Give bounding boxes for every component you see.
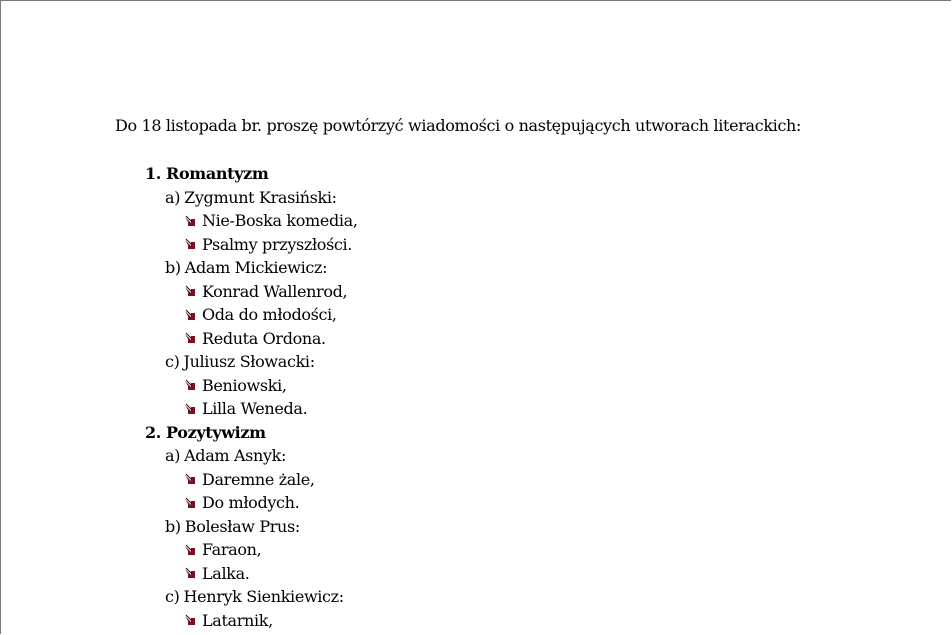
author-name: Henryk Sienkiewicz: [183,587,344,606]
author-letter: c) [165,352,180,371]
author-letter: b) [165,258,181,277]
author-name: Zygmunt Krasiński: [184,187,337,207]
arrow-down-right-icon [184,331,197,345]
work-title: Beniowski, [202,375,287,395]
era-heading [1,421,952,445]
arrow-down-right-icon [184,378,197,392]
work-title: Nie-Boska komedia, [202,211,358,230]
author-item [1,515,952,539]
work-item [1,538,952,562]
author-item [1,256,952,280]
work-title: Latarnik, [202,610,273,630]
work-title: Reduta Ordona. [202,328,326,348]
work-item [1,233,952,257]
author-item [1,350,952,374]
work-item [1,209,952,233]
work-item [1,562,952,586]
era-number: 2. [145,422,162,442]
arrow-down-right-icon [184,284,197,298]
literature-list [1,162,952,632]
arrow-down-right-icon [184,613,197,627]
author-name: Bolesław Prus: [184,516,300,536]
era-name: Pozytywizm [166,422,266,442]
arrow-down-right-icon [184,402,197,416]
author-item [1,186,952,210]
work-item [1,491,952,515]
work-item [1,327,952,351]
arrow-down-right-icon [184,214,197,228]
author-name: Adam Asnyk: [184,446,287,465]
work-title: Daremne żale, [202,469,315,489]
era-heading [1,162,952,186]
author-letter: c) [165,587,180,606]
author-item [1,585,952,609]
work-title: Lalka. [202,563,250,583]
work-item [1,374,952,398]
work-item [1,303,952,327]
work-title: Psalmy przyszłości. [202,234,353,254]
work-title: Konrad Wallenrod, [202,281,348,301]
author-letter: b) [165,516,181,536]
arrow-down-right-icon [184,308,197,322]
work-title: Lilla Weneda. [202,399,308,418]
arrow-down-right-icon [184,496,197,510]
work-item [1,397,952,421]
arrow-down-right-icon [184,543,197,557]
author-name: Adam Mickiewicz: [184,258,328,277]
intro-paragraph: Do 18 listopada br. proszę powtórzyć wiadomości o następujących utworach literackich: [115,116,802,135]
era-number: 1. [145,164,162,183]
arrow-down-right-icon [184,566,197,580]
work-title: Do młodych. [202,493,300,512]
work-item [1,468,952,492]
arrow-down-right-icon [184,237,197,251]
author-letter: a) [165,187,181,207]
author-letter: a) [165,446,181,465]
work-title: Faraon, [202,540,262,559]
arrow-down-right-icon [184,472,197,486]
author-name: Juliusz Słowacki: [183,352,315,371]
era-name: Romantyzm [166,164,269,183]
author-item [1,444,952,468]
work-title: Oda do młodości, [202,305,337,324]
work-item [1,609,952,633]
work-item [1,280,952,304]
